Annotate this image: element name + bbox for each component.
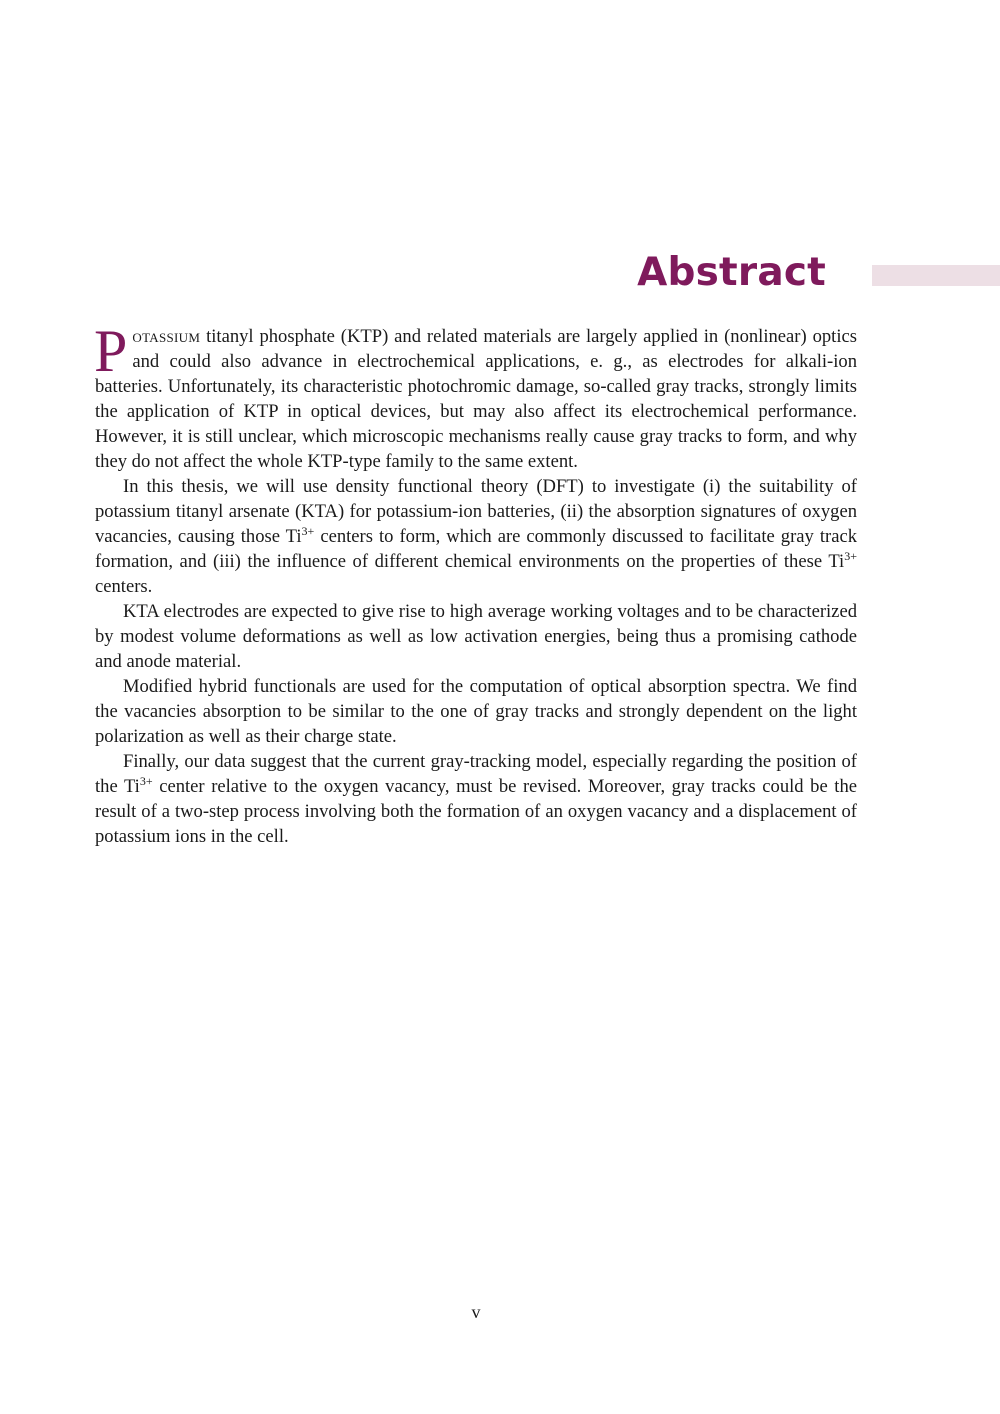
ti-charge-superscript: 3+ — [844, 549, 857, 563]
paragraph-2-text-c: centers. — [95, 576, 153, 597]
paragraph-5-text-a: Finally, our data suggest that the current gray-tracking model, especially regarding the position of the Ti — [95, 751, 857, 797]
ti-charge-superscript: 3+ — [301, 524, 315, 538]
ti-charge-superscript: 3+ — [139, 774, 153, 788]
chapter-title-accent-bar — [872, 265, 1000, 286]
abstract-body — [94, 318, 858, 849]
abstract-paragraph-3: KTA electrodes are expected to give rise to high average working voltages and to be characterized by modest volume deformations as well as low activation energies, being thus a promising cathode and anode material. — [95, 601, 857, 672]
drop-cap: P — [94, 318, 128, 384]
abstract-paragraph-4: Modified hybrid functionals are used for the computation of optical absorption spectra. We find the vacancies absorption to be similar to the one of gray tracks and strongly dependent on the light polarization as well as their charge state. — [95, 676, 857, 747]
paragraph-1-text: titanyl phosphate (KTP) and related materials are largely applied in (nonlinear) optics and could also advance in electrochemical applications, e. g., as electrodes for alkali-ion batteries. Unfortunately, its characteristic photochromic damage, so-called gray tracks, strongly limits the application of KTP in optical devices, but may also affect its electrochemical performance. However, it is still unclear, which microscopic mechanisms really cause gray tracks to form, and why they do not affect the whole KTP-type family to the same extent. — [95, 326, 857, 472]
chapter-title: Abstract — [637, 250, 826, 295]
paragraph-2-text-b: centers to form, which are commonly discussed to facilitate gray track formation, and (iii) the influence of different chemical environments on the properties of these Ti — [95, 526, 857, 572]
abstract-paragraph-5 — [95, 749, 857, 849]
abstract-paragraph-1 — [94, 318, 857, 474]
page-number: v — [471, 1302, 481, 1322]
paragraph-5-text-b: center relative to the oxygen vacancy, must be revised. Moreover, gray tracks could be the result of a two-step process involving both the formation of an oxygen vacancy and a displacement of potassium ions in the cell. — [95, 776, 858, 847]
lead-word-small-caps: otassium — [132, 326, 201, 347]
abstract-paragraph-2 — [95, 474, 857, 599]
paragraph-2-text-a: In this thesis, we will use density functional theory (DFT) to investigate (i) the suitability of potassium titanyl arsenate (KTA) for potassium-ion batteries, (ii) the absorption signatures of oxygen vacancies, causing those Ti — [95, 476, 857, 547]
